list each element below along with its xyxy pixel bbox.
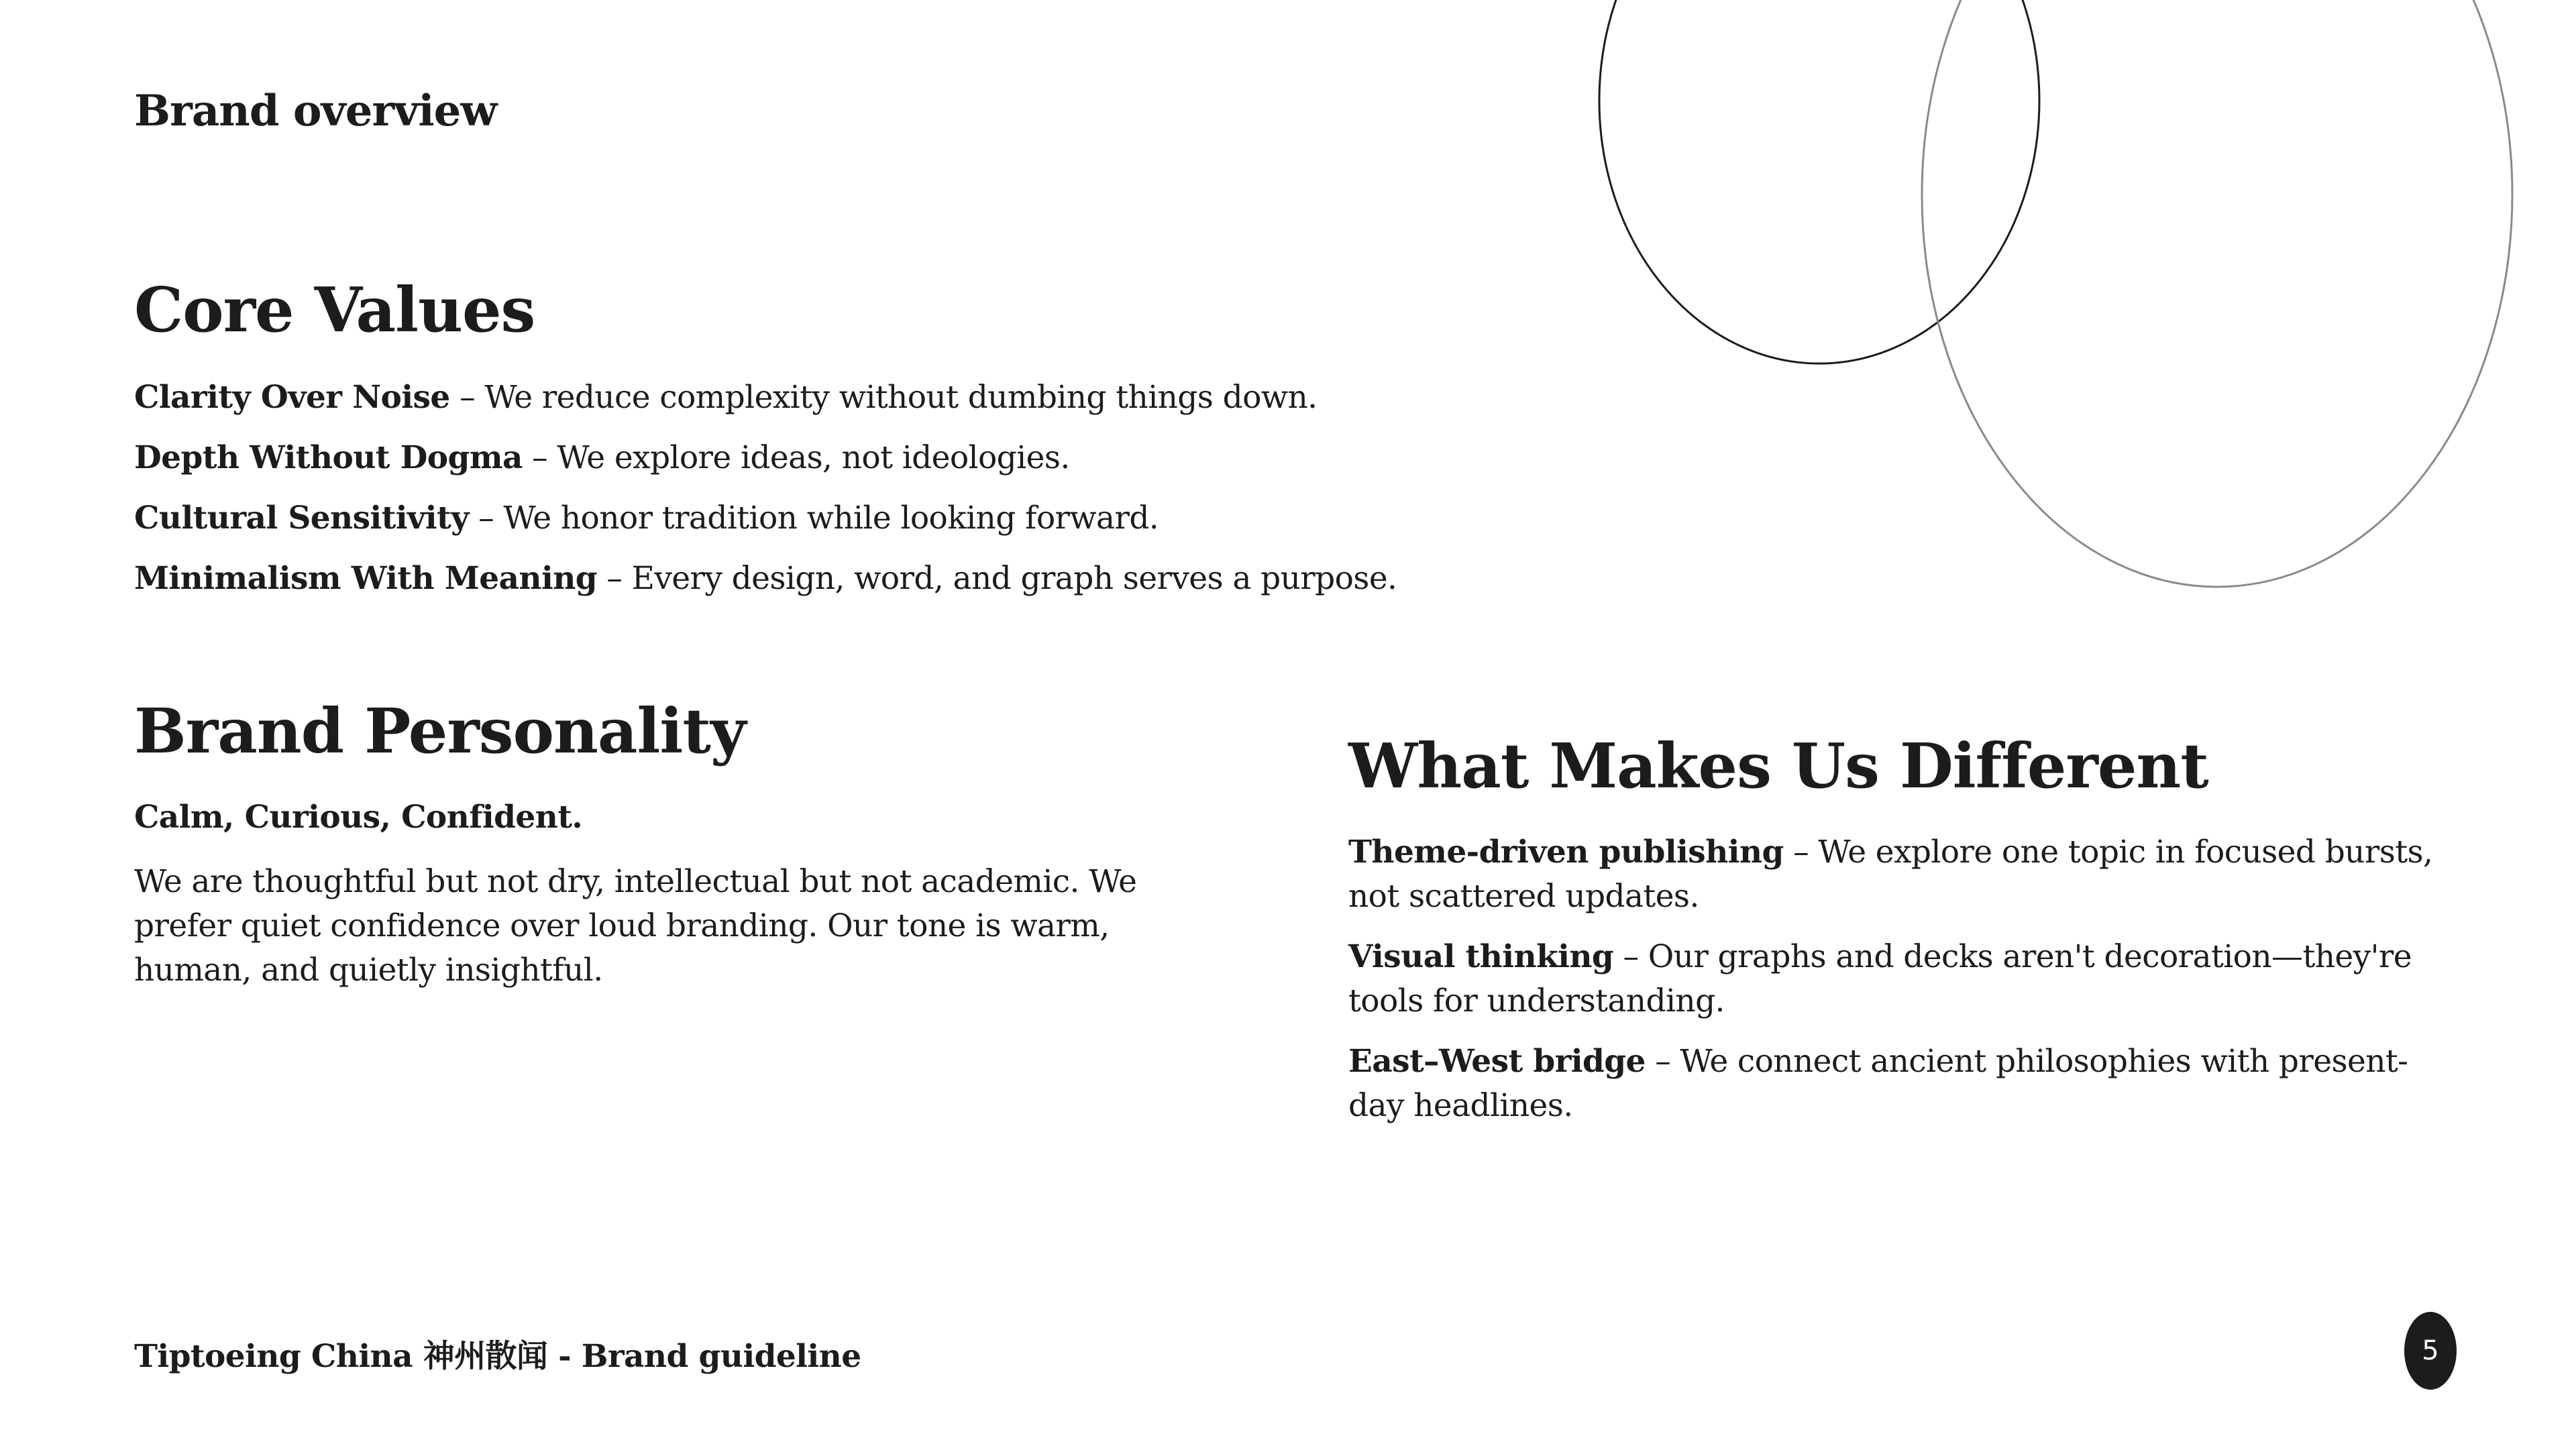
core-value-text: – We reduce complexity without dumbing things down. (449, 378, 1318, 416)
ellipse-dark-outline (1599, 0, 2039, 364)
different-text: – We explore one topic in focused bursts, not scattered updates. (1348, 833, 2433, 915)
section-kicker: Brand overview (134, 86, 497, 136)
core-values-title: Core Values (134, 274, 535, 346)
core-values-list (134, 376, 1397, 601)
different-term: Visual thinking (1348, 938, 1614, 975)
core-value-item (134, 557, 1397, 601)
page-number-badge: 5 (2404, 1312, 2457, 1390)
core-value-term: Depth Without Dogma (134, 439, 523, 476)
different-list (1348, 830, 2449, 1128)
core-value-item (134, 496, 1275, 541)
different-text: – Our graphs and decks aren't decoration—they're tools for understanding. (1348, 938, 2412, 1019)
personality-traits: Calm, Curious, Confident. (134, 798, 583, 836)
different-term: Theme-driven publishing (1348, 833, 1784, 871)
core-value-item (134, 376, 1318, 420)
different-text: – We connect ancient philosophies with present-day headlines. (1348, 1042, 2408, 1124)
core-value-term: Cultural Sensitivity (134, 499, 469, 537)
core-value-text: – We explore ideas, not ideologies. (522, 439, 1070, 476)
different-item (1348, 1040, 2449, 1128)
core-value-term: Minimalism With Meaning (134, 559, 598, 597)
different-item (1348, 830, 2449, 919)
ellipse-light-outline (1922, 0, 2512, 587)
different-term: East–West bridge (1348, 1042, 1646, 1080)
different-item (1348, 935, 2449, 1023)
brand-personality-section (134, 696, 1234, 993)
core-values-section (134, 274, 1397, 601)
footer-brand-guideline: Tiptoeing China 神州散闻 - Brand guideline (134, 1338, 861, 1375)
core-value-text: – Every design, word, and graph serves a purpose. (597, 559, 1397, 597)
brand-personality-title: Brand Personality (134, 695, 746, 767)
personality-description: We are thoughtful but not dry, intellectual but not academic. We prefer quiet confidence over loud branding. Our tone is warm, human, and quietly insightful. (134, 862, 1137, 989)
core-value-term: Clarity Over Noise (134, 378, 450, 416)
core-value-text: – We honor tradition while looking forward. (468, 499, 1159, 537)
core-value-item (134, 436, 1275, 480)
different-title: What Makes Us Different (1348, 730, 2208, 802)
what-makes-us-different-section (1348, 731, 2449, 1128)
